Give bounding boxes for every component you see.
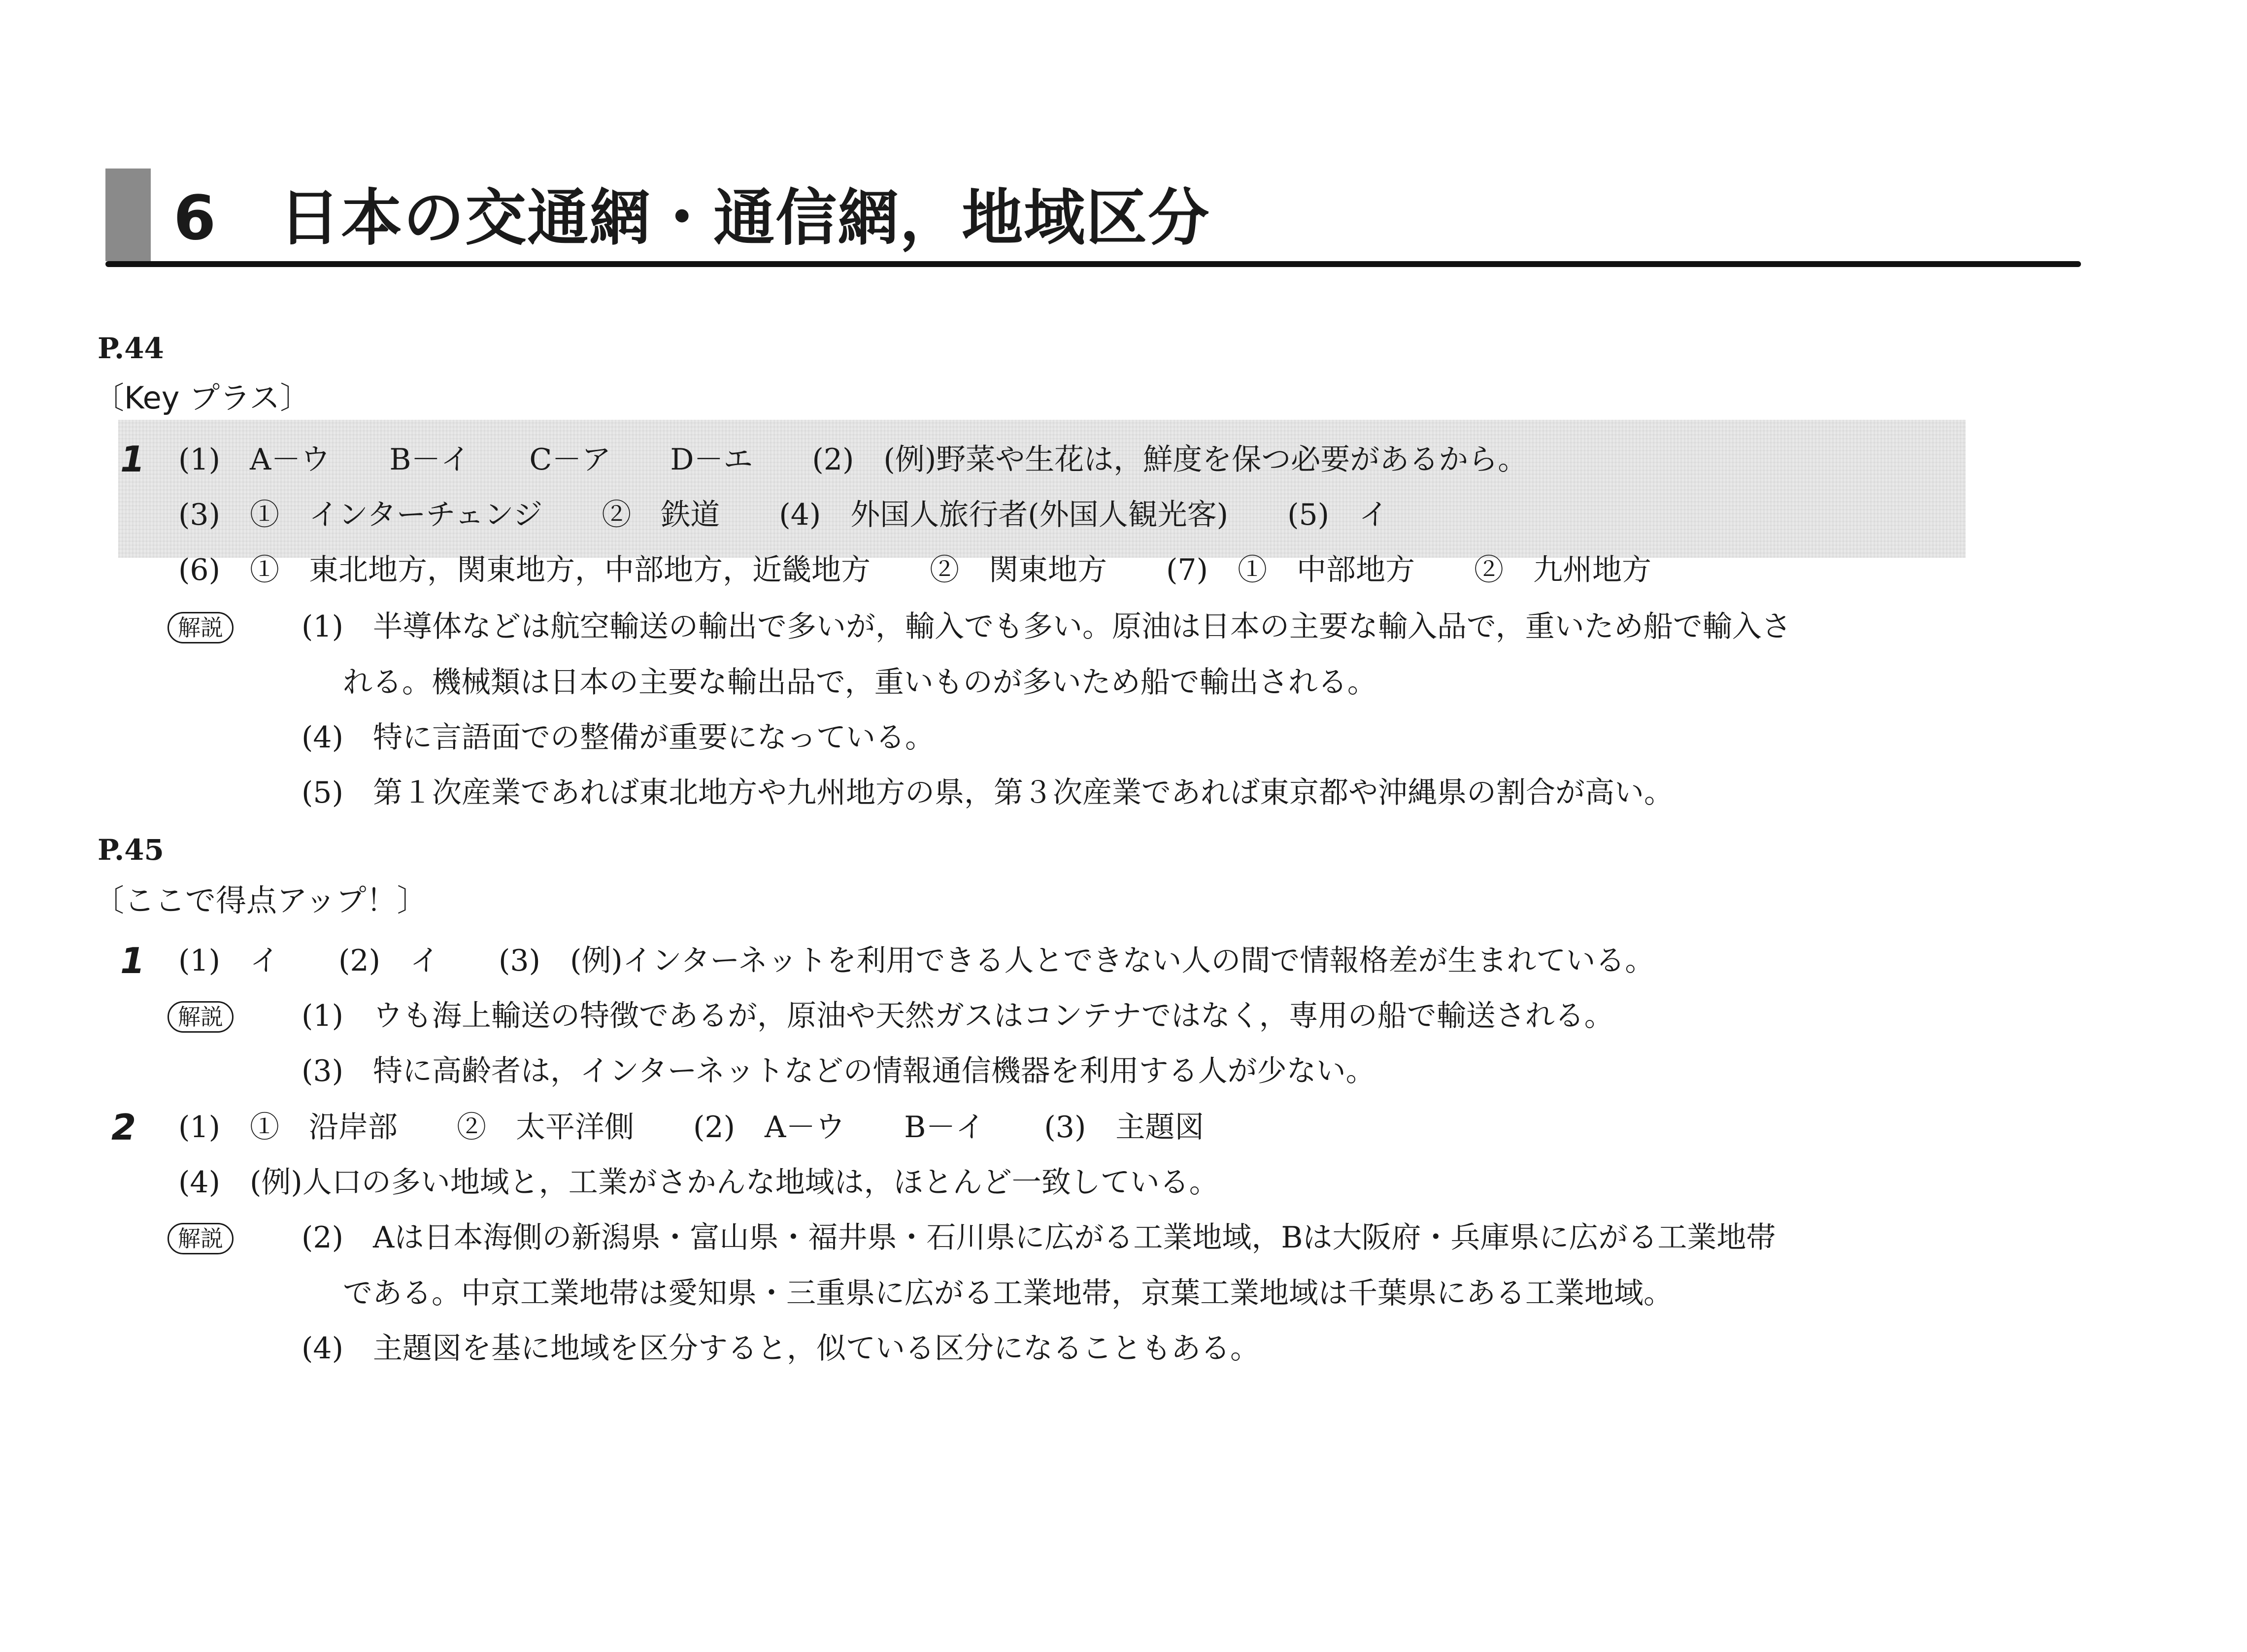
- kaisetsu-badge: 解説: [168, 1001, 234, 1033]
- explanation-line: れる。機械類は日本の主要な輸出品で，重いものが多いため船で輸出される。: [343, 665, 1377, 700]
- section-heading-score-up: 〔ここで得点アップ！〕: [94, 882, 428, 918]
- answer-line: (4) (例)人口の多い地域と，工業がさかんな地域は，ほとんど一致している。: [178, 1165, 1219, 1200]
- explanation-line: (4) 特に言語面での整備が重要になっている。: [302, 720, 935, 755]
- explanation-line: (3) 特に高齢者は，インターネットなどの情報通信機器を利用する人が少ない。: [302, 1054, 1375, 1088]
- explanation-line: (4) 主題図を基に地域を区分すると，似ている区分になることもある。: [302, 1331, 1260, 1366]
- kaisetsu-badge: 解説: [168, 1223, 234, 1254]
- answer-line: (6) ① 東北地方，関東地方，中部地方，近畿地方 ② 関東地方 (7) ① 中部地方 ② 九州地方: [178, 553, 1651, 587]
- title-underline: [105, 261, 2081, 267]
- answer-line: (1) イ (2) イ (3) (例)インターネットを利用できる人とできない人の間で情報格差が生まれている。: [178, 944, 1655, 978]
- explanation-line: である。中京工業地帯は愛知県・三重県に広がる工業地帯，京葉工業地域は千葉県にある工業地域。: [343, 1276, 1673, 1311]
- kaisetsu-badge: 解説: [168, 612, 234, 643]
- explanation-line: (1) ウも海上輸送の特徴であるが，原油や天然ガスはコンテナではなく，専用の船で輸送される。: [302, 999, 1614, 1033]
- explanation-line: (2) Aは日本海側の新潟県・富山県・福井県・石川県に広がる工業地域，Bは大阪府・兵庫県に広がる工業地帯: [302, 1220, 1776, 1255]
- explanation-line: (5) 第１次産業であれば東北地方や九州地方の県，第３次産業であれば東京都や沖縄県の割合が高い。: [302, 775, 1674, 810]
- title-accent-bar: [105, 169, 151, 261]
- answer-line: (3) ① インターチェンジ ② 鉄道 (4) 外国人旅行者(外国人観光客) (5) イ: [178, 498, 1389, 532]
- question-number-2: 2: [111, 1107, 136, 1148]
- page-label-44: P.44: [98, 332, 164, 365]
- question-number-1: 1: [120, 438, 145, 480]
- answer-line: (1) ① 沿岸部 ② 太平洋側 (2) A－ウ B－イ (3) 主題図: [178, 1110, 1205, 1145]
- question-number-1: 1: [120, 940, 145, 981]
- section-heading-key-plus: 〔Key プラス〕: [94, 380, 311, 416]
- page-title: 6 日本の交通網・通信網，地域区分: [173, 183, 1210, 254]
- explanation-line: (1) 半導体などは航空輸送の輸出で多いが，輸入でも多い。原油は日本の主要な輸入品で，重いため船で輸入さ: [302, 609, 1791, 644]
- page-label-45: P.45: [98, 833, 164, 867]
- answer-line: (1) A－ウ B－イ C－ア D－エ (2) (例)野菜や生花は，鮮度を保つ必要があるから。: [178, 442, 1528, 477]
